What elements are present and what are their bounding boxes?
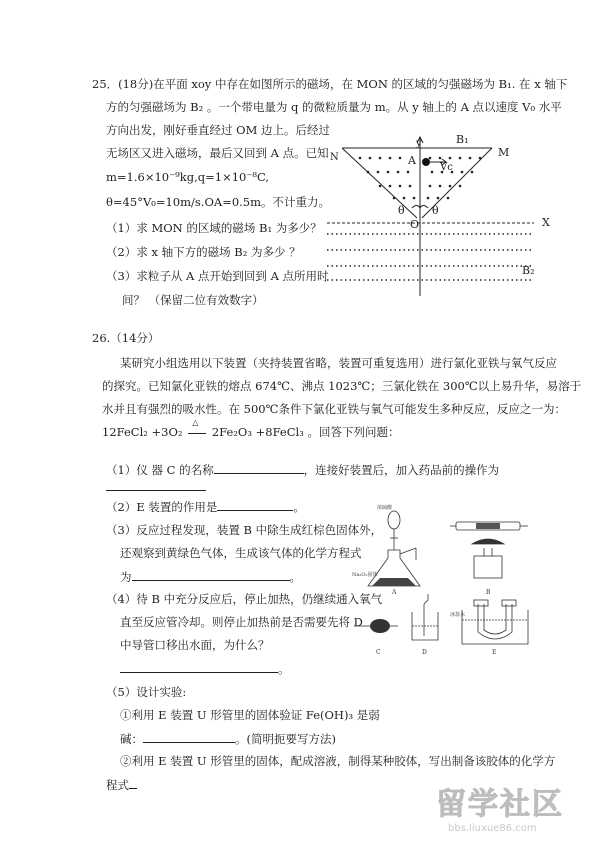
equation-arrow: △ — [186, 424, 208, 440]
label-o: O — [410, 218, 420, 231]
label-c: C — [376, 649, 381, 656]
magnetic-field-diagram — [322, 128, 562, 298]
q25-line-4: 无场区又进入磁场，最后又回到 A 点。已知 — [106, 146, 329, 160]
answer-blank-e-purpose[interactable] — [217, 498, 293, 511]
q25-line-3: 方向出发，刚好垂直经过 OM 边上。后经过 — [106, 123, 331, 137]
q26-sub-5-1b: 碱： 。(简明扼要写方法) — [120, 732, 336, 746]
q26-sub-1: （1）仪 器 C 的名称 ，连接好装置后，加入药品前的操作为 — [106, 463, 500, 477]
q26-sub-5-1a: ①利用 E 装置 U 形管里的固体验证 Fe(OH)₃ 是弱 — [120, 708, 380, 722]
apparatus-b — [450, 522, 528, 578]
label-x: X — [542, 216, 550, 229]
label-a: A — [408, 154, 416, 167]
watermark — [436, 788, 586, 840]
label-theta-right: θ — [432, 204, 439, 217]
b2-field-lines — [327, 234, 534, 280]
q26-para-3: 水并且有强烈的吸水性。在 500℃条件下氯化亚铁与氧气可能发生多种反应，反应之一为： — [102, 402, 566, 416]
label-d: D — [422, 649, 427, 656]
q26-sub-3a: （3）反应过程发现，装置 B 中除生成红棕色固体外， — [106, 523, 383, 537]
label-n: N — [330, 152, 339, 163]
label-m: M — [498, 146, 510, 159]
label-b1: B₁ — [456, 133, 469, 146]
label-b: B — [486, 589, 491, 596]
label-b2: B₂ — [522, 264, 535, 277]
label-vc: Vc — [440, 162, 453, 173]
q26-sub-4d: 。 — [120, 660, 290, 677]
q26-sub-5: （5）设计实验: — [106, 685, 187, 699]
q26-sub-4a: （4）待 B 中充分反应后，停止加热，仍继续通入氧气 — [106, 592, 383, 606]
watermark-logo: 留学社区 — [436, 787, 564, 822]
apparatus-d — [412, 594, 438, 640]
q26-equation — [102, 418, 400, 440]
q26-sub-2: （2）E 装置的作用是 。 — [106, 500, 305, 514]
label-na2o2: Na₂O₂固体 — [352, 572, 378, 578]
q25-sub-3a: （3）求粒子从 A 点开始到回到 A 点所用时 — [106, 269, 329, 283]
label-theta-left: θ — [398, 204, 405, 217]
q26-sub-4b: 直至反应管冷却。则停止加热前是否需要先将 D — [120, 615, 363, 629]
q25-line-5: m=1.6×10⁻⁹kg,q=1×10⁻⁸C, — [106, 170, 270, 184]
apparatus-diagram — [350, 500, 550, 660]
q26-sub-5-2a: ②利用 E 装置 U 形管里的固体，配成溶液，制得某种胶体，写出制备该胶体的化学方 — [120, 754, 556, 768]
q25-line-2: 方的匀强磁场为 B₂ 。一个带电量为 q 的微粒质量为 m。从 y 轴上的 A 点以速度 V₀ 水平 — [106, 100, 562, 114]
answer-blank-instrument-c[interactable] — [214, 461, 304, 474]
label-a: A — [392, 589, 397, 596]
answer-blank-equation[interactable] — [132, 568, 290, 581]
q26-sub-5-2b: 程式 — [106, 776, 137, 793]
q25-line-1: 25．(18分)在平面 xoy 中存在如图所示的磁场，在 MON 的区域的匀强磁场为 B₁. 在 x 轴下 — [92, 77, 568, 91]
label-ice-bath: 冰盐水 — [450, 612, 466, 618]
q26-sub-3b: 还观察到黄绿色气体，生成该气体的化学方程式 — [120, 546, 362, 560]
q26-para-1: 某研究小组选用以下装置（夹持装置省略，装置可重复选用）进行氯化亚铁与氧气反应 — [120, 356, 557, 370]
equation-tail: 。回答下列问题： — [307, 425, 400, 439]
q26-sub-4c: 中导管口移出水面，为什么？ — [120, 638, 270, 652]
label-e: E — [492, 649, 497, 656]
q26-para-2: 的探究。已知氯化亚铁的熔点 674℃、沸点 1023℃；三氯化铁在 300℃以上易升华，易溶于 — [102, 379, 582, 393]
watermark-url: bbs.liuxue86.com — [448, 823, 537, 834]
equation-left: 12FeCl₂ +3O₂ — [102, 425, 183, 439]
answer-blank-operation[interactable] — [106, 478, 206, 491]
equation-right: 2Fe₂O₃ +8FeCl₃ — [211, 425, 304, 439]
q25-sub-3b: 间？ （保留二位有效数字） — [122, 293, 264, 307]
label-y: y — [416, 138, 422, 149]
q25-sub-1: （1）求 MON 的区域的磁场 B₁ 为多少？ — [106, 221, 322, 235]
q26-sub-3c: 为 。 — [120, 570, 301, 584]
apparatus-e — [462, 600, 528, 644]
answer-blank-colloid[interactable] — [129, 776, 137, 789]
label-concentrated-acid: 浓硫酸 — [377, 505, 393, 511]
q25-sub-2: （2）求 x 轴下方的磁场 B₂ 为多少 ？ — [106, 245, 301, 259]
q26-sub-1-blank — [106, 478, 206, 495]
particle-a — [422, 158, 430, 166]
answer-blank-reason[interactable] — [120, 660, 278, 673]
answer-blank-weak-base[interactable] — [143, 730, 235, 743]
q26-heading: 26.（14分） — [92, 331, 160, 345]
q25-line-6: θ=45°V₀=10m/s.OA=0.5m。不计重力。 — [106, 195, 331, 209]
